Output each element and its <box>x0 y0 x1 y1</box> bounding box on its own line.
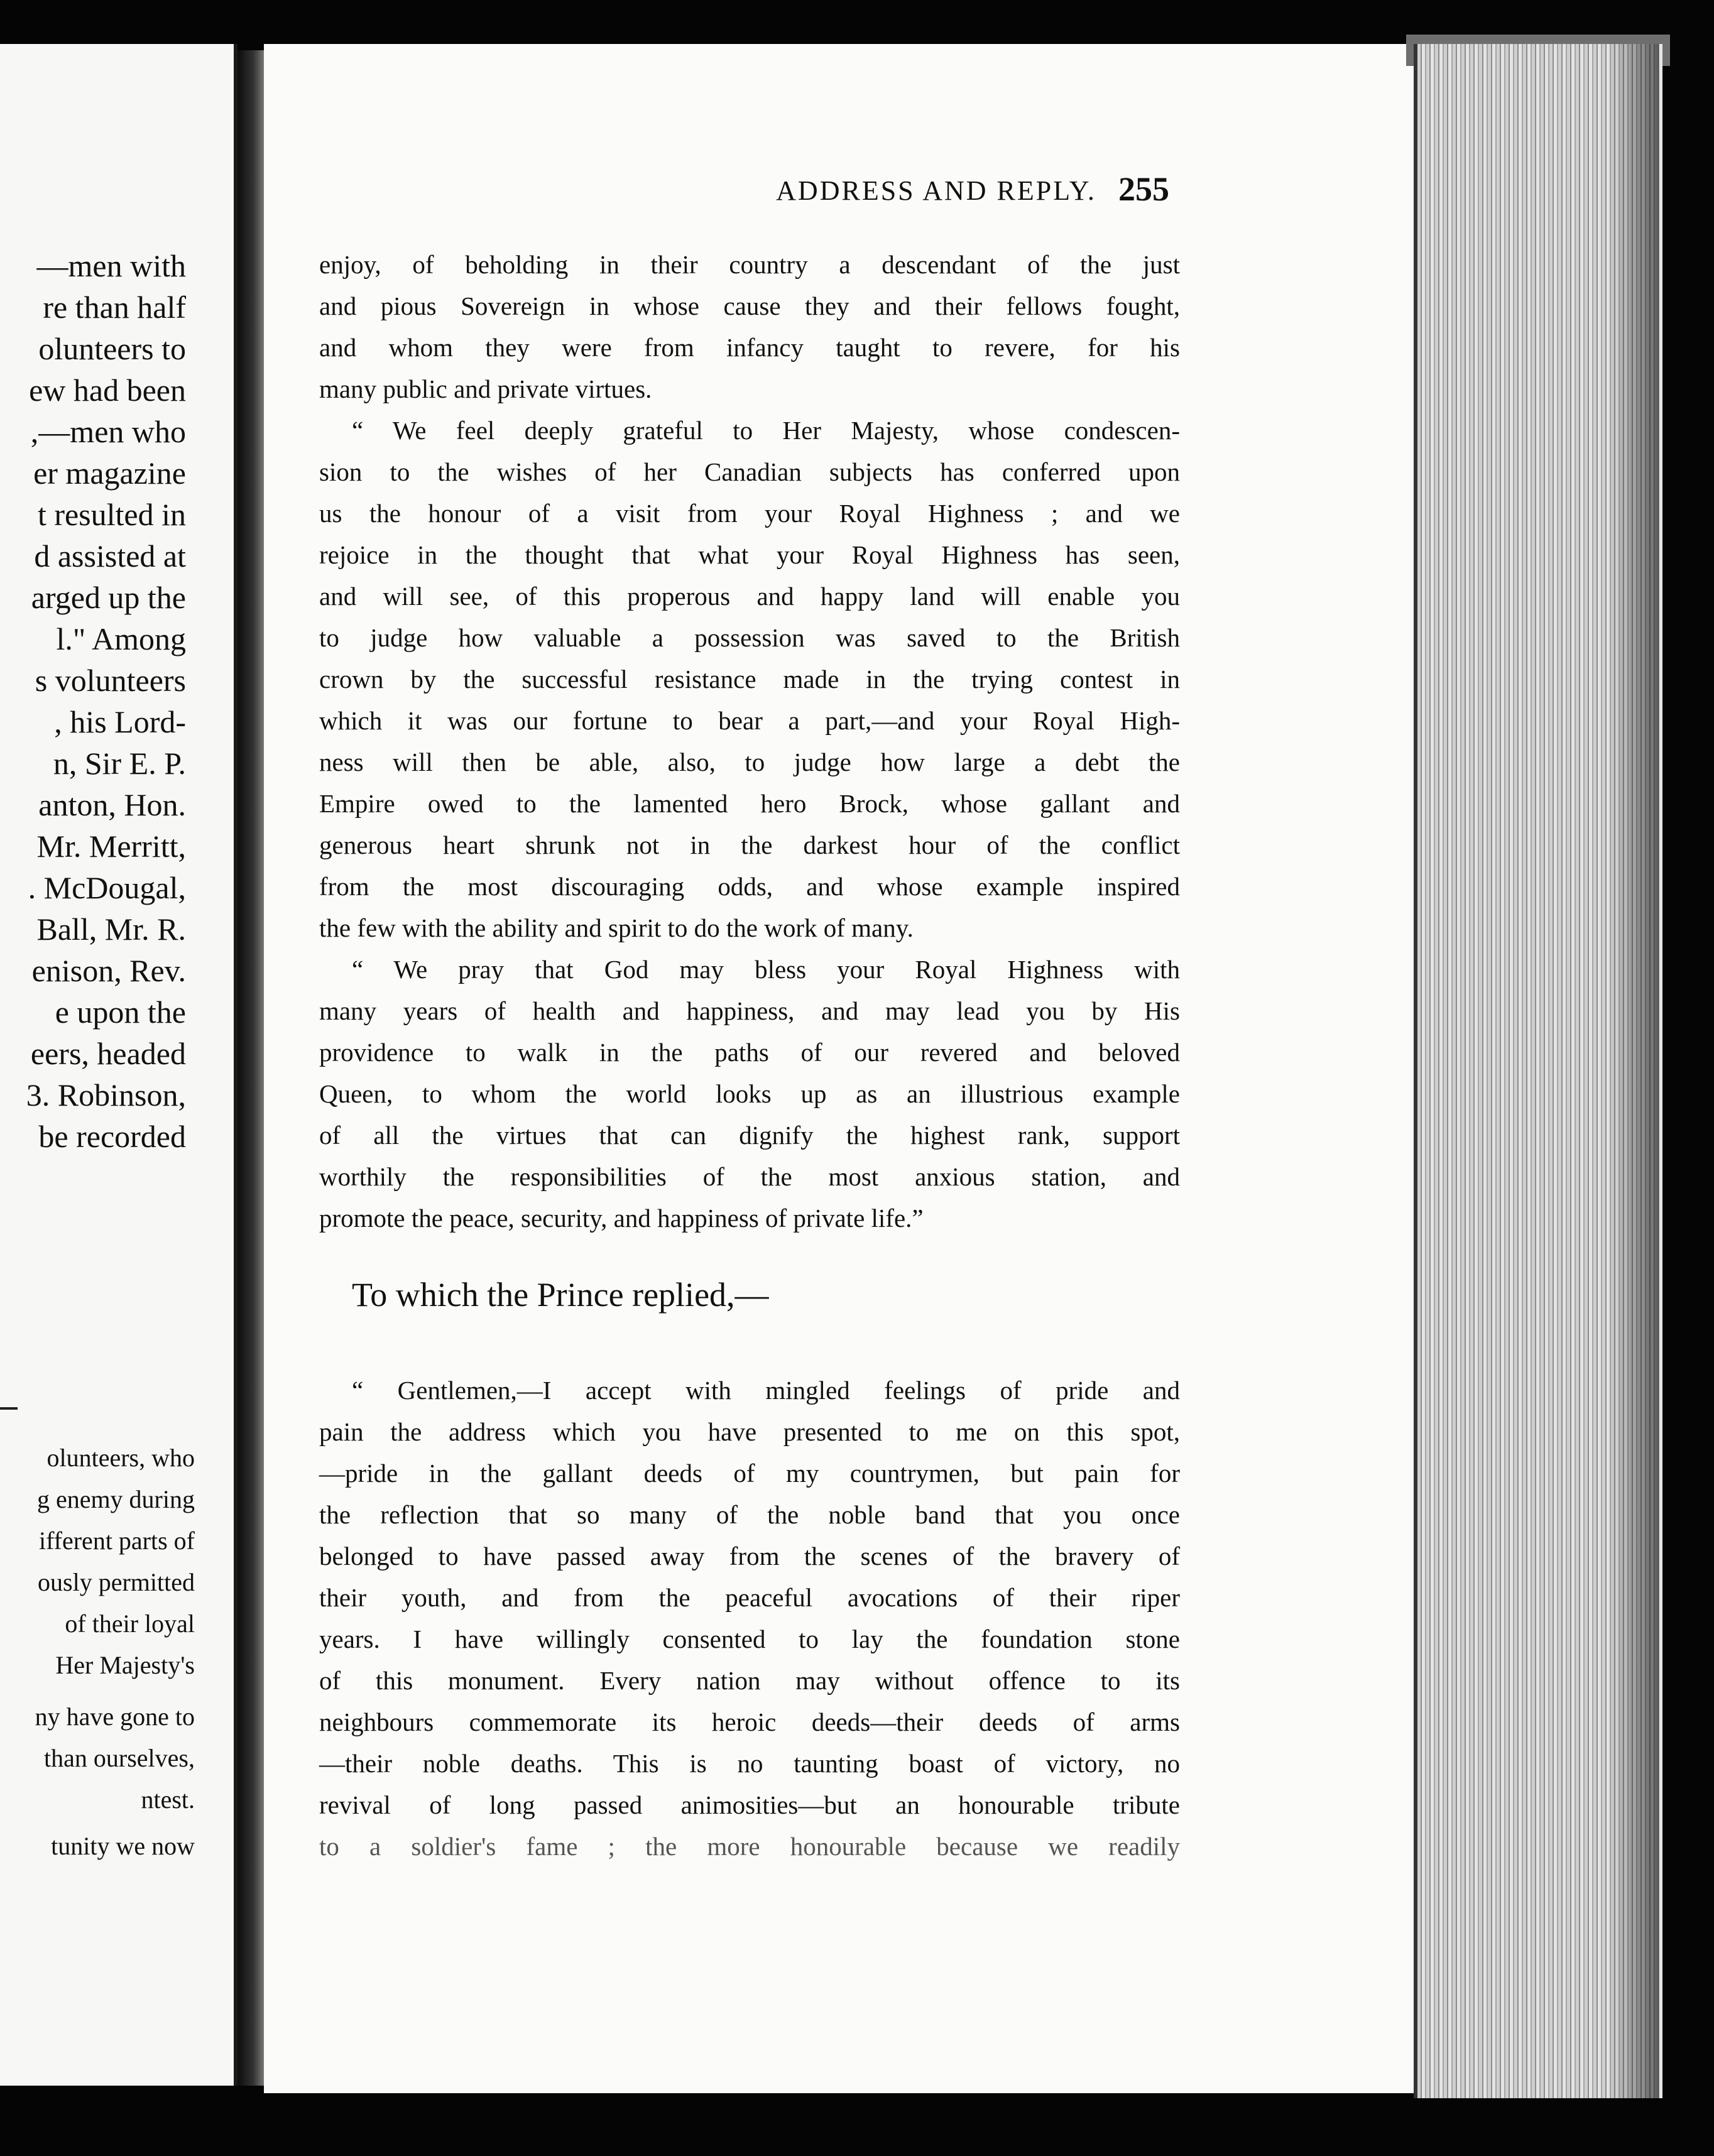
left-page-line: re than half <box>43 290 186 325</box>
left-page-line: enison, Rev. <box>31 953 186 988</box>
left-page-line: t resulted in <box>37 497 186 532</box>
main-page <box>264 44 1414 2093</box>
text-line: and whom they were from infancy taught to revere, for his <box>319 333 1180 362</box>
text-line: the reflection that so many of the noble band that you once <box>319 1500 1180 1529</box>
left-page-footnote-line: g enemy during <box>36 1485 195 1513</box>
text-line: belonged to have passed away from the scenes of the bravery of <box>319 1542 1180 1571</box>
text-line: the few with the ability and spirit to do the work of many. <box>319 913 914 942</box>
running-head: ADDRESS AND REPLY. <box>776 175 1096 206</box>
left-page-line: s volunteers <box>35 663 186 698</box>
text-line: —pride in the gallant deeds of my countrymen, but pain for <box>319 1459 1180 1488</box>
left-page-line: eers, headed <box>30 1036 186 1071</box>
text-line: worthily the responsibilities of the most anxious station, and <box>319 1162 1180 1191</box>
text-line: to judge how valuable a possession was saved to the British <box>319 623 1180 652</box>
left-page-footnote-line: tunity we now <box>51 1832 195 1860</box>
text-line: many public and private virtues. <box>319 374 652 403</box>
text-line: crown by the successful resistance made in the trying contest in <box>319 665 1180 694</box>
text-line: Empire owed to the lamented hero Brock, whose gallant and <box>319 789 1180 818</box>
text-line: and pious Sovereign in whose cause they and their fellows fought, <box>319 291 1180 320</box>
text-line: which it was our fortune to bear a part,—and your Royal High- <box>319 706 1180 735</box>
left-page-line: ew had been <box>29 373 186 408</box>
text-line: of this monument. Every nation may without offence to its <box>319 1666 1180 1695</box>
left-page-line: l." Among <box>56 621 186 656</box>
left-page-line: anton, Hon. <box>38 787 186 822</box>
text-line: sion to the wishes of her Canadian subjects has conferred upon <box>319 457 1180 486</box>
text-line: ness will then be able, also, to judge how large a debt the <box>319 748 1180 776</box>
text-line: revival of long passed animosities—but an honourable tribute <box>319 1790 1180 1819</box>
left-page-line: Mr. Merritt, <box>36 829 186 864</box>
text-line: us the honour of a visit from your Royal Highness ; and we <box>319 499 1180 528</box>
left-page-line: d assisted at <box>34 538 186 574</box>
left-page-line: . McDougal, <box>28 870 186 905</box>
left-page-footnote-line: than ourselves, <box>44 1744 195 1772</box>
left-page-line: —men with <box>36 248 186 283</box>
left-page-line: 3. Robinson, <box>26 1077 186 1113</box>
left-page-line: arged up the <box>31 580 186 615</box>
text-line: to a soldier's fame ; the more honourable because we readily <box>319 1832 1180 1861</box>
text-line: promote the peace, security, and happiness of private life.” <box>319 1204 924 1233</box>
left-page-footnote-line: ifferent parts of <box>38 1527 195 1555</box>
text-line: pain the address which you have presented to me on this spot, <box>319 1417 1180 1446</box>
text-line: rejoice in the thought that what your Royal Highness has seen, <box>319 540 1180 569</box>
left-page-line: er magazine <box>33 455 186 491</box>
left-page-footnote-line: Her Majesty's <box>55 1651 195 1679</box>
text-line: many years of health and happiness, and may lead you by His <box>319 996 1180 1025</box>
reply-heading: To which the Prince replied,— <box>352 1276 769 1314</box>
page-number: 255 <box>1118 170 1169 208</box>
text-line: “ We pray that God may bless your Royal Highness with <box>352 955 1180 984</box>
text-line: generous heart shrunk not in the darkest hour of the conflict <box>319 830 1180 859</box>
text-line: enjoy, of beholding in their country a descendant of the just <box>319 250 1180 279</box>
text-line: “ We feel deeply grateful to Her Majesty, whose condescen- <box>352 416 1180 445</box>
left-page-line: olunteers to <box>38 331 186 366</box>
text-line: from the most discouraging odds, and whose example inspired <box>319 872 1180 901</box>
left-page-footnote-line: ny have gone to <box>35 1702 195 1731</box>
text-line: and will see, of this properous and happy land will enable you <box>319 582 1180 611</box>
left-page-line: ,—men who <box>30 414 186 449</box>
book-edge-shadow <box>1608 44 1659 2098</box>
left-page-dash <box>0 1407 18 1410</box>
book-gutter <box>237 50 264 2086</box>
left-page-footnote-line: ntest. <box>141 1785 195 1814</box>
left-page-line: be recorded <box>38 1119 186 1154</box>
left-page-footnote-line: ously permitted <box>38 1568 195 1596</box>
text-line: their youth, and from the peaceful avocations of their riper <box>319 1583 1180 1612</box>
text-line: years. I have willingly consented to lay the foundation stone <box>319 1625 1180 1653</box>
text-line: Queen, to whom the world looks up as an illustrious example <box>319 1079 1180 1108</box>
text-line: —their noble deaths. This is no taunting boast of victory, no <box>319 1749 1180 1778</box>
left-page-footnote-line: of their loyal <box>65 1609 195 1638</box>
left-page-footnote-line: olunteers, who <box>46 1444 195 1472</box>
text-line: “ Gentlemen,—I accept with mingled feelings of pride and <box>352 1376 1180 1405</box>
text-line: of all the virtues that can dignify the highest rank, support <box>319 1121 1180 1150</box>
left-page-line: e upon the <box>55 994 186 1030</box>
left-page-line: Ball, Mr. R. <box>36 912 186 947</box>
left-page-line: , his Lord- <box>54 704 186 739</box>
left-page-line: n, Sir E. P. <box>53 746 186 781</box>
left-page-fragment <box>0 44 237 2086</box>
text-line: neighbours commemorate its heroic deeds—their deeds of arms <box>319 1707 1180 1736</box>
text-line: providence to walk in the paths of our revered and beloved <box>319 1038 1180 1067</box>
